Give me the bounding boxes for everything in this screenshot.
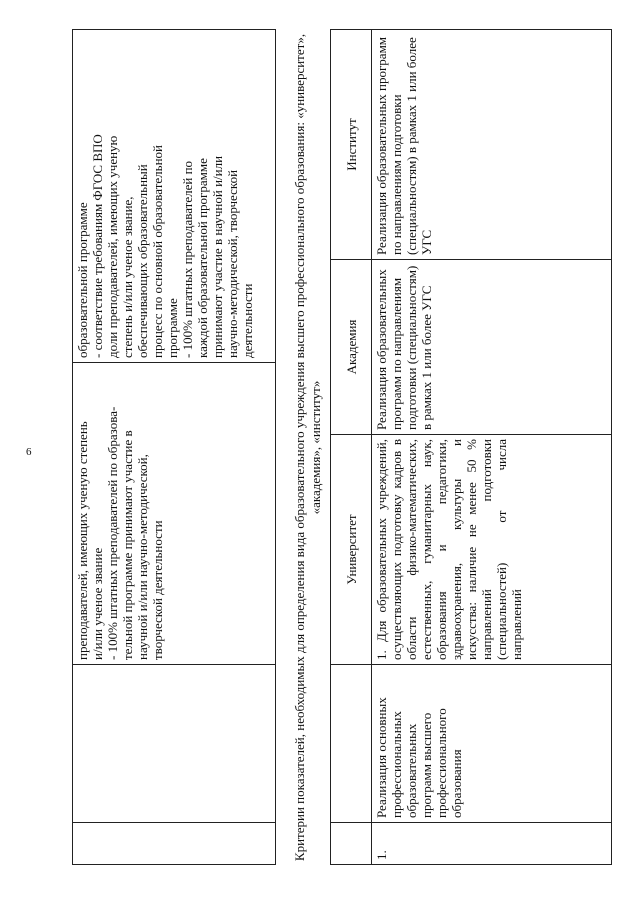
continued-univ-line: творческой деятельности (150, 520, 165, 660)
header-criterion-cell (331, 665, 372, 823)
continued-acad-line: доли преподавателей, имеющих ученую (105, 135, 120, 358)
header-academy: Академия (331, 260, 372, 435)
header-university: Университет (331, 435, 372, 665)
continued-table (72, 29, 276, 865)
continued-acad-line: - 100% штатных преподавателей по (180, 160, 195, 358)
continued-univ-line: научной и/или научно-методической, (135, 454, 150, 660)
continued-acad-line: деятельности (240, 283, 255, 358)
header-num-cell (331, 823, 372, 865)
row-criterion: Реализация основных профессиональных образовательных программ высшего профессионального образования (372, 665, 612, 823)
continued-univ-line: тельной программе принимают участие в (120, 430, 135, 660)
continued-acad-line: программе (165, 298, 180, 358)
continued-num-cell (73, 823, 276, 865)
continued-acad-line: научно-методической, творческой (225, 169, 240, 358)
continued-univ-line: - 100% штатных преподавателей по образова- (105, 406, 120, 660)
continued-acad-line: каждой образовательной программе (195, 158, 210, 358)
header-institute: Институт (331, 30, 372, 260)
continued-acad-line: обеспечивающих образовательный (135, 164, 150, 358)
continued-acad-line: процесс по основной образовательной (150, 145, 165, 358)
table-row (372, 30, 612, 865)
continued-acad-line: принимают участие в научной и/или (210, 155, 225, 358)
row-academy: Реализация образовательных программ по направлениям подготовки (специальностям) в рамках 1 или более УГС (372, 260, 612, 435)
continued-academy-cell (73, 30, 276, 363)
continued-univ-line: и/или ученое звание (90, 547, 105, 660)
row-institute: Реализация образовательных программ по направлениям подготовки (специальностям) в рамках 1 или более УГС (372, 30, 612, 260)
continued-university-cell (73, 363, 276, 665)
table-caption: Критерии показателей, необходимых для определения вида образовательного учреждения высшего профессионального образования: «университет», «академия», «институт» (292, 33, 323, 862)
row-university: 1. Для образовательных учреждений, осуществляющих подготовку кадров в области физико-математических, естественных, гуманитарных наук, образования и педагогики, здравоохранения, культуры и искусства: наличие не менее 50 % направлений подготовки (специальностей) от числа направлений (372, 435, 612, 665)
continued-univ-line: преподавателей, имеющих ученую степень (75, 421, 90, 660)
page-number: 6 (26, 446, 32, 458)
document-sheet (72, 30, 612, 865)
rotated-page (72, 30, 612, 865)
criteria-table (330, 29, 612, 865)
continued-acad-line: образовательной программе (75, 202, 90, 358)
continued-acad-line: - соответствие требованиям ФГОС ВПО (90, 134, 105, 358)
row-number: 1. (372, 823, 612, 865)
continued-criterion-cell (73, 665, 276, 823)
header-row (331, 30, 372, 865)
continued-acad-line: степень и/или ученое звание, (120, 196, 135, 358)
